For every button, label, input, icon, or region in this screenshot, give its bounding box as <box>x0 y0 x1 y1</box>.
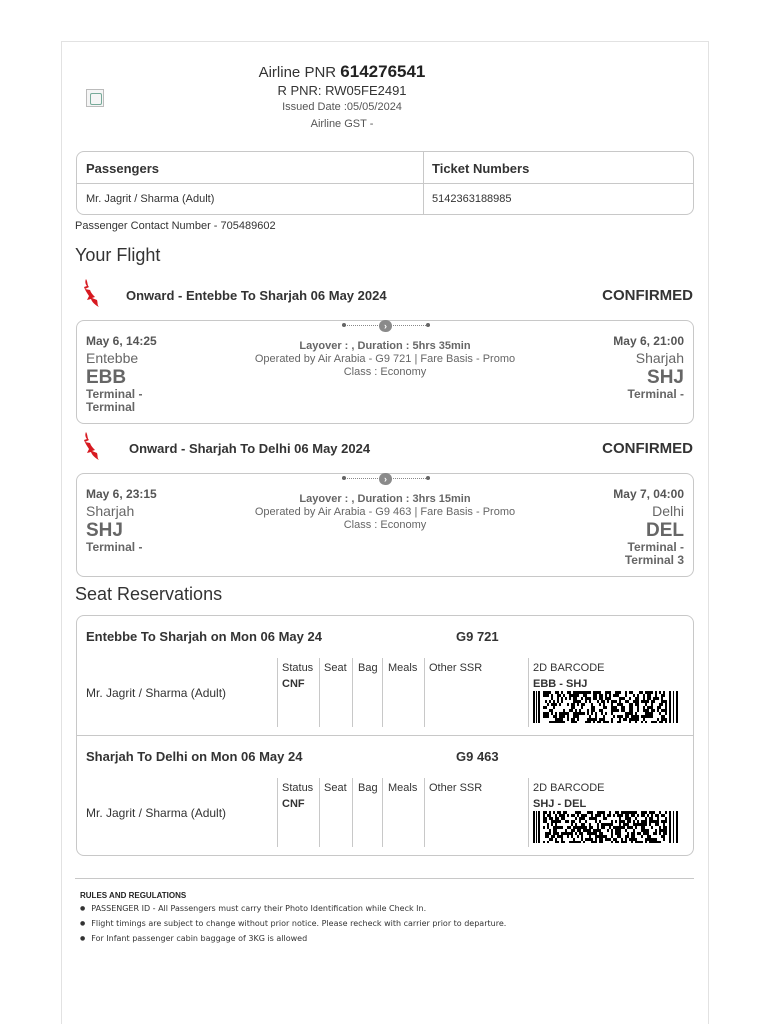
ticket-numbers-header: Ticket Numbers <box>432 161 530 176</box>
seat-header: Seat <box>324 782 347 794</box>
route-indicator <box>342 473 430 485</box>
rule-item: ● Flight timings are subject to change without prior notice. Please recheck with carrier prior to departure. <box>80 919 506 928</box>
layover-duration: Layover : , Duration : 3hrs 15min <box>299 493 471 505</box>
other-ssr-header: Other SSR <box>429 782 483 794</box>
other-ssr-header: Other SSR <box>429 662 483 674</box>
air-arabia-logo <box>82 431 100 461</box>
arrival-datetime: May 6, 21:00 <box>613 334 684 348</box>
flight-details <box>237 340 533 379</box>
arrival-terminal-2: Terminal 3 <box>624 553 684 567</box>
route-indicator <box>342 320 430 332</box>
column-divider <box>528 778 529 847</box>
arrival-code: DEL <box>646 520 684 541</box>
barcode-image <box>533 811 678 843</box>
seat-reservations-table <box>76 615 694 856</box>
bag-header: Bag <box>358 662 378 674</box>
column-divider <box>352 778 353 847</box>
column-divider <box>424 658 425 727</box>
flight-title: Onward - Sharjah To Delhi 06 May 2024 <box>129 441 371 456</box>
arrival-city: Sharjah <box>635 350 684 366</box>
rules-title: RULES AND REGULATIONS <box>80 891 187 900</box>
meals-header: Meals <box>388 782 418 794</box>
passenger-name: Mr. Jagrit / Sharma (Adult) <box>86 193 215 205</box>
status-header: Status <box>282 782 314 794</box>
barcode-route: EBB - SHJ <box>533 678 588 690</box>
pnr-value: 614276541 <box>340 62 426 81</box>
flight-details <box>237 493 533 532</box>
operated-by: Operated by Air Arabia - G9 721 | Fare Basis - Promo <box>254 353 516 365</box>
segment-title: Sharjah To Delhi on Mon 06 May 24 <box>86 749 303 764</box>
airline-pnr: Airline PNR 614276541 <box>258 62 426 81</box>
column-divider <box>424 778 425 847</box>
column-divider <box>277 778 278 847</box>
status-value: CNF <box>282 678 305 690</box>
rules-divider <box>75 878 694 879</box>
column-divider <box>319 778 320 847</box>
departure-city: Sharjah <box>86 503 135 519</box>
passengers-header: Passengers <box>86 161 159 176</box>
chevron-right-icon: › <box>379 473 392 485</box>
column-divider <box>382 778 383 847</box>
column-divider <box>277 658 278 727</box>
cabin-class: Class : Economy <box>343 519 427 531</box>
column-divider <box>528 658 529 727</box>
flight-card <box>76 320 694 424</box>
flight-card <box>76 473 694 577</box>
rule-item: ● PASSENGER ID - All Passengers must carry their Photo Identification while Check In. <box>80 904 426 913</box>
meals-header: Meals <box>388 662 418 674</box>
segment-divider <box>77 735 693 736</box>
arrival-terminal: Terminal - <box>627 387 684 401</box>
airline-gst: Airline GST - <box>310 118 374 130</box>
broken-image-icon <box>86 89 104 107</box>
ticket-number: 5142363188985 <box>432 193 512 205</box>
departure-datetime: May 6, 14:25 <box>86 334 157 348</box>
flight-status: CONFIRMED <box>602 440 693 457</box>
arrival-code: SHJ <box>647 367 684 388</box>
seat-passenger-name: Mr. Jagrit / Sharma (Adult) <box>86 686 227 700</box>
column-divider <box>352 658 353 727</box>
segment-flight: G9 721 <box>456 629 499 644</box>
barcode-header: 2D BARCODE <box>533 782 605 794</box>
your-flight-title: Your Flight <box>75 245 161 265</box>
layover-duration: Layover : , Duration : 5hrs 35min <box>299 340 471 352</box>
passengers-table <box>76 151 694 215</box>
arrival-terminal: Terminal - <box>627 540 684 554</box>
operated-by: Operated by Air Arabia - G9 463 | Fare Basis - Promo <box>254 506 516 518</box>
ticket-page <box>61 41 709 1024</box>
departure-terminal-2: Terminal <box>86 400 136 414</box>
seat-passenger-name: Mr. Jagrit / Sharma (Adult) <box>86 806 227 820</box>
cabin-class: Class : Economy <box>343 366 427 378</box>
bag-header: Bag <box>358 782 378 794</box>
segment-title: Entebbe To Sharjah on Mon 06 May 24 <box>86 629 322 644</box>
r-pnr: R PNR: RW05FE2491 <box>277 83 407 98</box>
passenger-contact: Passenger Contact Number - 705489602 <box>75 220 276 232</box>
arrival-city: Delhi <box>652 503 684 519</box>
departure-city: Entebbe <box>86 350 139 366</box>
departure-terminal: Terminal - <box>86 387 143 401</box>
air-arabia-logo <box>82 278 100 308</box>
status-value: CNF <box>282 798 305 810</box>
barcode-route: SHJ - DEL <box>533 798 587 810</box>
barcode-image <box>533 691 678 723</box>
departure-terminal: Terminal - <box>86 540 143 554</box>
barcode-header: 2D BARCODE <box>533 662 605 674</box>
departure-datetime: May 6, 23:15 <box>86 487 157 501</box>
flight-title: Onward - Entebbe To Sharjah 06 May 2024 <box>126 288 387 303</box>
status-header: Status <box>282 662 314 674</box>
seat-reservations-title: Seat Reservations <box>75 584 223 604</box>
chevron-right-icon: › <box>379 320 392 332</box>
issued-date: Issued Date :05/05/2024 <box>282 101 402 113</box>
departure-code: SHJ <box>86 520 123 541</box>
departure-code: EBB <box>86 367 127 388</box>
seat-header: Seat <box>324 662 347 674</box>
segment-flight: G9 463 <box>456 749 499 764</box>
column-divider <box>382 658 383 727</box>
flight-status: CONFIRMED <box>602 287 693 304</box>
column-divider <box>319 658 320 727</box>
arrival-datetime: May 7, 04:00 <box>613 487 684 501</box>
rule-item: ● For Infant passenger cabin baggage of 3KG is allowed <box>80 934 307 943</box>
table-divider <box>77 183 693 184</box>
